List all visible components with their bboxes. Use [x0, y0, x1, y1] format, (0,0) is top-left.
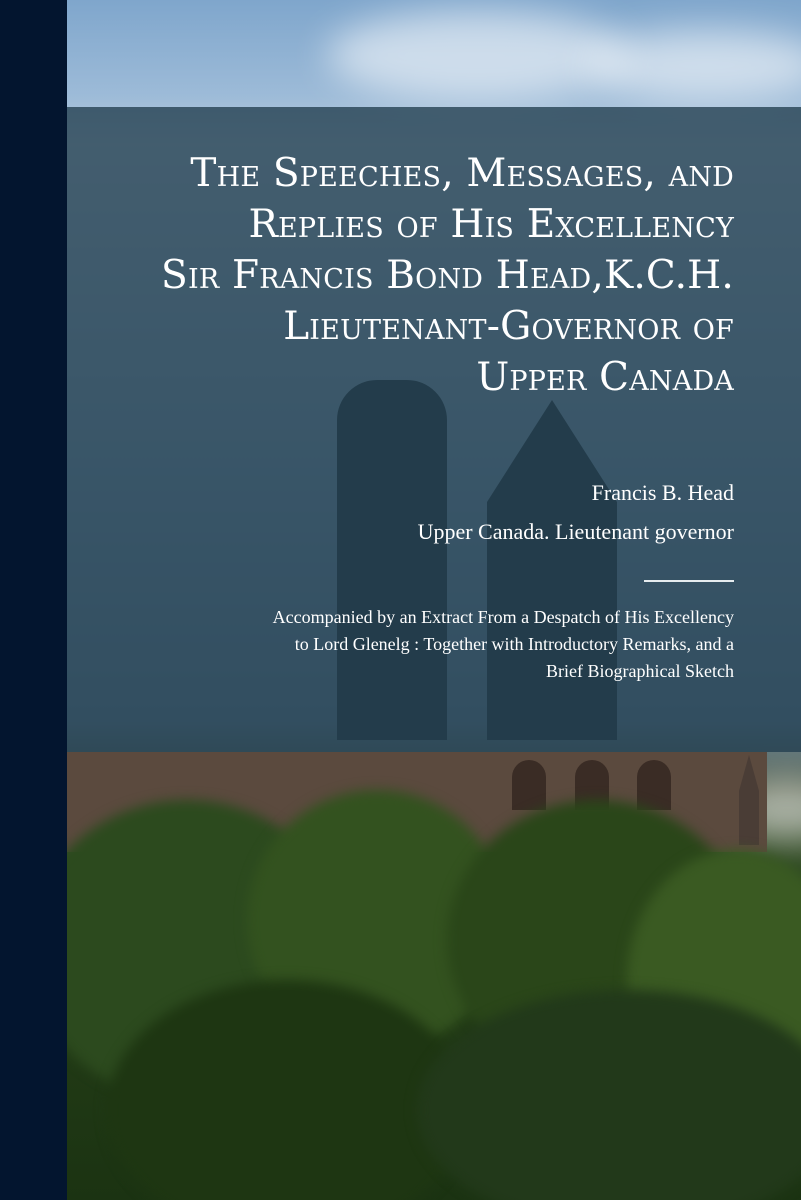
- window: [637, 760, 671, 810]
- cloud: [327, 10, 627, 100]
- subtitle-line: Accompanied by an Extract From a Despatch of His Excellency: [272, 607, 734, 627]
- title-line: Sir Francis Bond Head,K.C.H.: [161, 253, 734, 298]
- title-line: Lieutenant-Governor of: [283, 304, 734, 349]
- subtitle-line: Brief Biographical Sketch: [546, 661, 734, 681]
- title-line: Replies of His Excellency: [248, 202, 734, 247]
- cover-spine: [0, 0, 67, 1200]
- title-line: The Speeches, Messages, and: [190, 151, 734, 196]
- divider: [644, 580, 734, 582]
- book-title: [67, 148, 734, 403]
- cloud: [587, 30, 801, 100]
- author-name: Francis B. Head: [591, 480, 734, 505]
- window: [512, 760, 546, 810]
- book-subtitle: [100, 604, 734, 685]
- author-role: Upper Canada. Lieutenant governor: [417, 519, 734, 544]
- title-line: Upper Canada: [476, 355, 734, 400]
- subtitle-line: to Lord Glenelg : Together with Introductory Remarks, and a: [294, 634, 734, 654]
